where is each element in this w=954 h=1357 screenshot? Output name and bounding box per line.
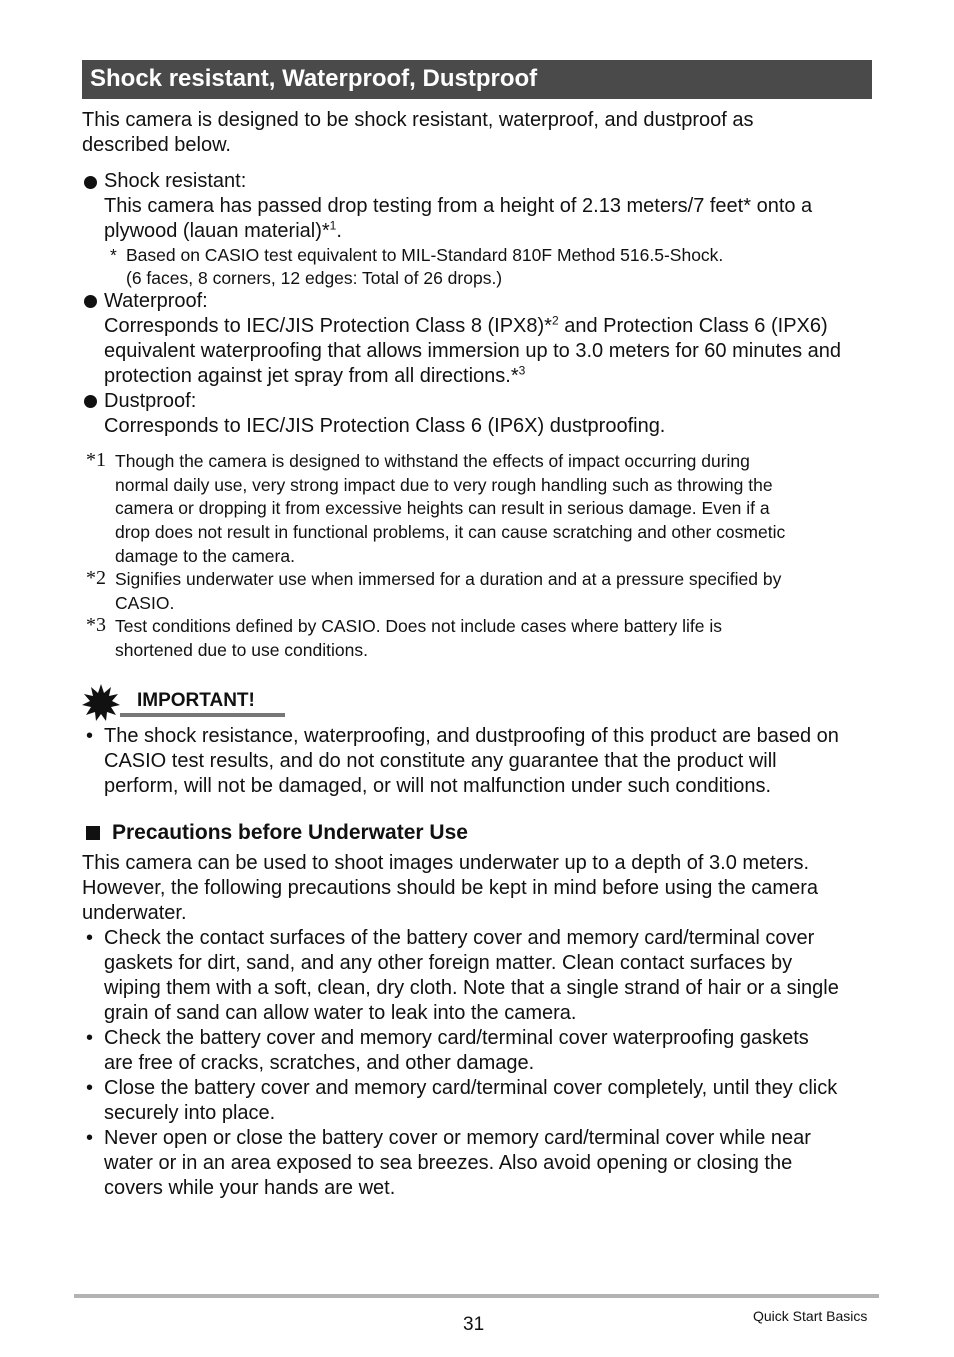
precaution-bullet: • <box>86 927 94 949</box>
precaution-2-line-2: are free of cracks, scratches, and other damage. <box>104 1052 535 1074</box>
important-line-3: perform, will not be damaged, or will not malfunction under such conditions. <box>104 775 772 797</box>
precautions-intro-line-2: However, the following precautions should be kept in mind before using the camera <box>82 877 818 899</box>
section-heading: Shock resistant, Waterproof, Dustproof <box>90 65 538 92</box>
precaution-1-line-4: grain of sand can allow water to leak into the camera. <box>104 1002 577 1024</box>
shock-line-1: This camera has passed drop testing from a height of 2.13 meters/7 feet* onto a <box>104 195 813 217</box>
shock-label: Shock resistant: <box>104 170 247 192</box>
important-line-1: The shock resistance, waterproofing, and dustproofing of this product are based on <box>104 725 839 747</box>
shock-note-mark: * <box>110 245 117 265</box>
waterproof-line-2: equivalent waterproofing that allows immersion up to 3.0 meters for 60 minutes and <box>104 340 842 362</box>
starburst-warning-icon <box>82 684 120 722</box>
footnote-1-line-3: camera or dropping it from excessive heights can result in serious damage. Even if a <box>115 498 770 518</box>
square-bullet-icon <box>86 826 100 840</box>
footnote-mark-1: *1 <box>86 449 106 471</box>
precaution-3-line-1: Close the battery cover and memory card/terminal cover completely, until they click <box>104 1077 838 1099</box>
precaution-3-line-2: securely into place. <box>104 1102 276 1124</box>
important-label: IMPORTANT! <box>137 690 255 711</box>
footnote-2-line-1: Signifies underwater use when immersed for a duration and at a pressure specified by <box>115 569 782 589</box>
important-line-2: CASIO test results, and do not constitute any guarantee that the product will <box>104 750 777 772</box>
precaution-2-line-1: Check the battery cover and memory card/terminal cover waterproofing gaskets <box>104 1027 809 1049</box>
shock-line-2: plywood (lauan material)*$^1$. <box>104 218 342 242</box>
precaution-bullet: • <box>86 1077 94 1099</box>
precaution-bullet: • <box>86 1027 94 1049</box>
footnote-1-line-5: damage to the camera. <box>115 546 295 566</box>
footnote-mark-3: *3 <box>86 614 106 636</box>
precaution-1-line-2: gaskets for dirt, sand, and any other foreign matter. Clean contact surfaces by <box>104 952 793 974</box>
precautions-intro-line-1: This camera can be used to shoot images underwater up to a depth of 3.0 meters. <box>82 852 810 874</box>
intro-line-1: This camera is designed to be shock resistant, waterproof, and dustproof as <box>82 109 754 131</box>
dustproof-label: Dustproof: <box>104 390 197 412</box>
waterproof-line-3: protection against jet spray from all directions.*$^3$ <box>104 363 526 387</box>
precaution-1-line-1: Check the contact surfaces of the battery cover and memory card/terminal cover <box>104 927 815 949</box>
footnote-2-line-2: CASIO. <box>115 593 175 613</box>
footnote-1-line-1: Though the camera is designed to withstand the effects of impact occurring during <box>115 451 750 471</box>
precaution-bullet: • <box>86 1127 94 1149</box>
precautions-intro-line-3: underwater. <box>82 902 187 924</box>
footnote-mark-2: *2 <box>86 567 106 589</box>
bullet-dot-icon <box>84 295 97 308</box>
page-number: 31 <box>463 1314 485 1335</box>
footnote-3-line-2: shortened due to use conditions. <box>115 640 368 660</box>
shock-note-line-2: (6 faces, 8 corners, 12 edges: Total of 26 drops.) <box>126 268 503 288</box>
shock-note-line-1: Based on CASIO test equivalent to MIL-Standard 810F Method 516.5-Shock. <box>126 245 724 265</box>
precaution-1-line-3: wiping them with a soft, clean, dry cloth. Note that a single strand of hair or a single <box>104 977 839 999</box>
important-bullet: • <box>86 725 94 747</box>
dustproof-line-1: Corresponds to IEC/JIS Protection Class 6 (IP6X) dustproofing. <box>104 415 666 437</box>
important-underline <box>120 713 285 717</box>
waterproof-line-1: Corresponds to IEC/JIS Protection Class 8 (IPX8)*$^2$ and Protection Class 6 (IPX6) <box>104 313 828 337</box>
footnote-1-line-4: drop does not result in functional problems, it can cause scratching and other cosmetic <box>115 522 786 542</box>
precaution-4-line-2: water or in an area exposed to sea breezes. Also avoid opening or closing the <box>104 1152 793 1174</box>
intro-line-2: described below. <box>82 134 231 156</box>
waterproof-label: Waterproof: <box>104 290 208 312</box>
bullet-dot-icon <box>84 176 97 189</box>
footer-rule <box>74 1294 879 1298</box>
footer-section-label: Quick Start Basics <box>753 1308 868 1324</box>
precaution-4-line-1: Never open or close the battery cover or memory card/terminal cover while near <box>104 1127 811 1149</box>
precaution-4-line-3: covers while your hands are wet. <box>104 1177 396 1199</box>
bullet-dot-icon <box>84 395 97 408</box>
footnote-3-line-1: Test conditions defined by CASIO. Does not include cases where battery life is <box>115 616 722 636</box>
precautions-heading: Precautions before Underwater Use <box>112 821 468 844</box>
footnote-1-line-2: normal daily use, very strong impact due to very rough handling such as throwing the <box>115 475 773 495</box>
